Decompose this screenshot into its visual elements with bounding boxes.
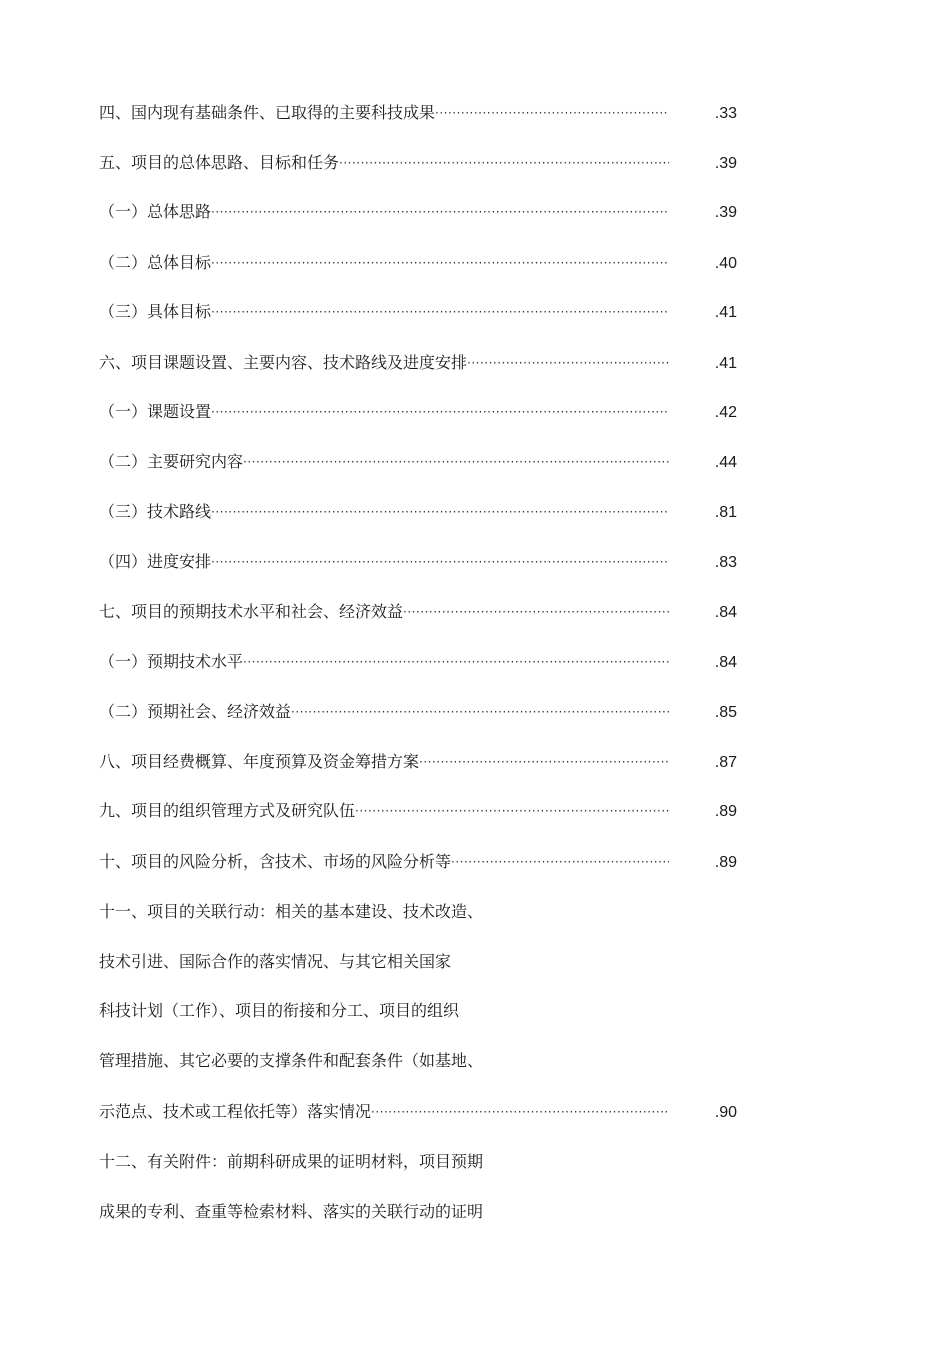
toc-entry-12-line-1[interactable]: 十二、有关附件：前期科研成果的证明材料，项目预期 — [99, 1152, 484, 1171]
dot-leader — [419, 749, 669, 774]
dot-leader — [403, 599, 669, 624]
toc-entry-page: .42 — [714, 404, 737, 421]
toc-entry-title: （二）主要研究内容 — [99, 452, 244, 471]
dot-leader — [355, 798, 669, 823]
toc-entry-page: .89 — [714, 803, 737, 820]
toc-entry[interactable] — [99, 400, 737, 424]
toc-entry[interactable] — [99, 750, 737, 774]
toc-entry-page: .41 — [714, 355, 737, 372]
toc-entry-title: （二）预期社会、经济效益 — [99, 702, 292, 721]
toc-entry-title: 六、项目课题设置、主要内容、技术路线及进度安排 — [99, 353, 468, 372]
dot-leader — [211, 549, 669, 574]
toc-entry-12-line-2[interactable]: 成果的专利、查重等检索材料、落实的关联行动的证明 — [99, 1202, 484, 1221]
toc-entry-11-line-3[interactable]: 科技计划（工作）、项目的衔接和分工、项目的组织 — [99, 1001, 460, 1020]
dot-leader — [211, 250, 669, 275]
toc-entry[interactable] — [99, 600, 737, 624]
toc-entry-title: 七、项目的预期技术水平和社会、经济效益 — [99, 602, 404, 621]
toc-entry[interactable] — [99, 500, 737, 524]
toc-entry-title: （四）进度安排 — [99, 552, 212, 571]
toc-entry[interactable] — [99, 799, 737, 823]
toc-entry-page: .87 — [714, 754, 737, 771]
toc-entry-title: 九、项目的组织管理方式及研究队伍 — [99, 801, 356, 820]
dot-leader — [243, 449, 669, 474]
toc-entry-title: （二）总体目标 — [99, 253, 212, 272]
toc-entry[interactable] — [99, 200, 737, 224]
toc-entry-11-line-4[interactable]: 管理措施、其它必要的支撑条件和配套条件（如基地、 — [99, 1051, 484, 1070]
toc-entry-page: .39 — [714, 204, 737, 221]
toc-entry-title: 五、项目的总体思路、目标和任务 — [99, 153, 340, 172]
toc-entry-title: （三）技术路线 — [99, 502, 212, 521]
toc-entry[interactable] — [99, 850, 737, 874]
dot-leader — [211, 299, 669, 324]
toc-entry[interactable] — [99, 650, 737, 674]
toc-entry[interactable] — [99, 700, 737, 724]
toc-entry-page: .83 — [714, 554, 737, 571]
toc-entry-title: 示范点、技术或工程依托等）落实情况 — [99, 1102, 372, 1121]
toc-entry-11-line-2[interactable]: 技术引进、国际合作的落实情况、与其它相关国家 — [99, 952, 452, 971]
toc-entry-page: .81 — [714, 504, 737, 521]
dot-leader — [291, 699, 669, 724]
toc-entry-page: .33 — [714, 105, 737, 122]
toc-entry-title: 四、国内现有基础条件、已取得的主要科技成果 — [99, 103, 436, 122]
toc-entry-page: .40 — [714, 255, 737, 272]
toc-entry-title: （一）课题设置 — [99, 402, 212, 421]
dot-leader — [211, 399, 669, 424]
toc-entry[interactable] — [99, 101, 737, 125]
dot-leader — [371, 1099, 669, 1124]
toc-entry-title: （一）预期技术水平 — [99, 652, 244, 671]
toc-entry-title: （一）总体思路 — [99, 202, 212, 221]
toc-entry-page: .41 — [714, 304, 737, 321]
toc-entry-page: .84 — [714, 654, 737, 671]
toc-entry-page: .89 — [714, 854, 737, 871]
toc-entry[interactable] — [99, 450, 737, 474]
dot-leader — [211, 199, 669, 224]
toc-entry-page: .44 — [714, 454, 737, 471]
toc-entry-title: （三）具体目标 — [99, 302, 212, 321]
toc-entry[interactable] — [99, 351, 737, 375]
toc-entry[interactable] — [99, 151, 737, 175]
dot-leader — [435, 100, 669, 125]
toc-entry-page: .90 — [714, 1104, 737, 1121]
toc-entry-page: .39 — [714, 155, 737, 172]
toc-entry-title: 八、项目经费概算、年度预算及资金筹措方案 — [99, 752, 420, 771]
toc-entry[interactable] — [99, 300, 737, 324]
toc-entry[interactable] — [99, 251, 737, 275]
toc-entry-page: .85 — [714, 704, 737, 721]
toc-entry-title: 十、项目的风险分析，含技术、市场的风险分析等 — [99, 852, 452, 871]
dot-leader — [211, 499, 669, 524]
dot-leader — [243, 649, 669, 674]
toc-entry-11-line-1[interactable]: 十一、项目的关联行动：相关的基本建设、技术改造、 — [99, 902, 484, 921]
toc-entry[interactable] — [99, 1100, 737, 1124]
dot-leader — [467, 350, 669, 375]
toc-entry[interactable] — [99, 550, 737, 574]
dot-leader — [451, 849, 669, 874]
toc-entry-page: .84 — [714, 604, 737, 621]
dot-leader — [339, 150, 669, 175]
